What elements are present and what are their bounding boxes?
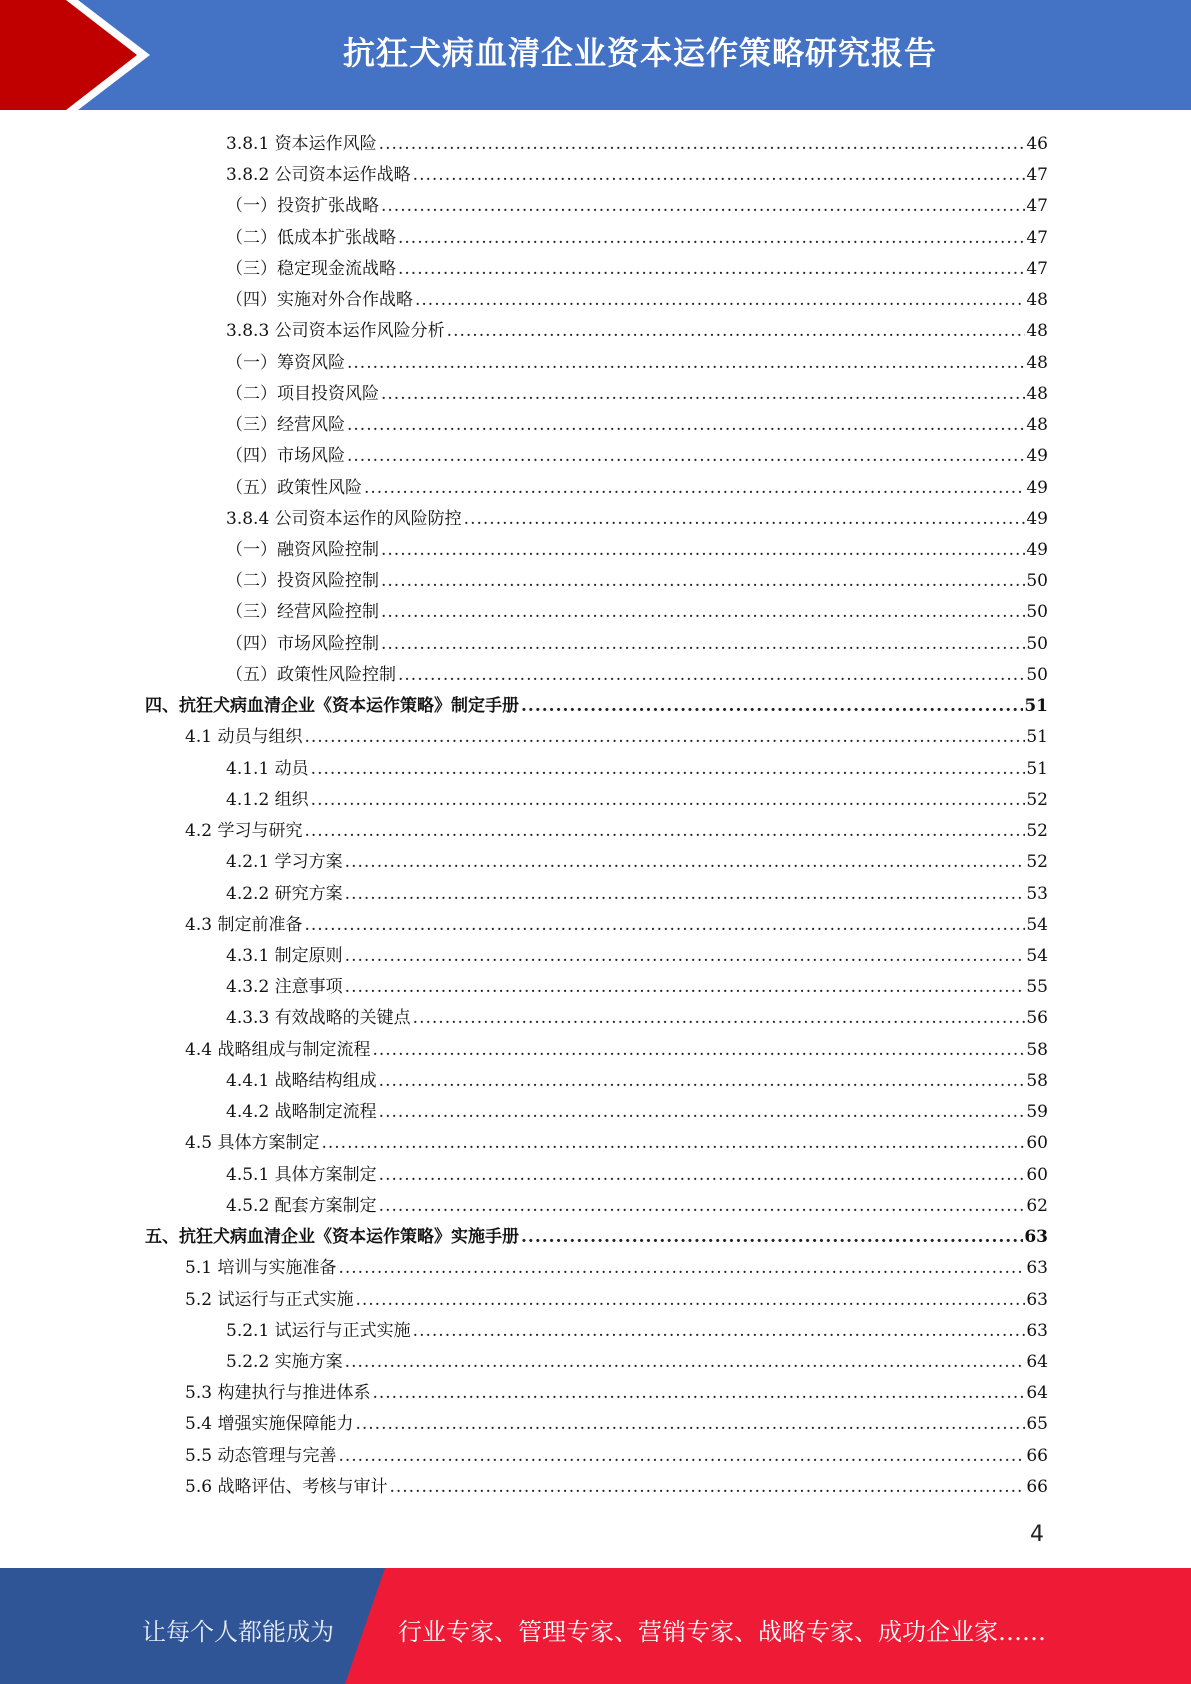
toc-entry-page: 64 [1026,1383,1048,1404]
toc-entry-page: 66 [1026,1476,1048,1497]
toc-entry[interactable] [226,1097,1048,1123]
toc-entry[interactable] [226,473,1048,499]
dot-leader [413,1321,1026,1341]
toc-entry-page: 58 [1026,1039,1048,1060]
dot-leader [413,1008,1026,1028]
toc-entry-page: 52 [1026,821,1048,842]
toc-entry-title: （四）市场风险 [226,446,345,467]
dot-leader [321,1133,1025,1153]
toc-entry-title: （四）实施对外合作战略 [226,290,413,311]
toc-entry-page: 49 [1026,539,1048,560]
dot-leader [304,821,1025,841]
dot-leader [381,634,1025,654]
toc-entry-title: 5.2.1 试运行与正式实施 [226,1320,411,1341]
toc-entry-page: 59 [1026,1102,1048,1123]
dot-leader [347,353,1025,373]
toc-entry-title: 4.4 战略组成与制定流程 [185,1039,371,1060]
toc-entry-page: 60 [1026,1164,1048,1185]
toc-entry-title: 4.3 制定前准备 [185,914,303,935]
toc-entry-page: 47 [1026,196,1048,217]
toc-entry-page: 48 [1026,383,1048,404]
dot-leader [304,915,1025,935]
toc-entry-page: 46 [1026,134,1048,154]
toc-entry[interactable] [226,597,1048,623]
dot-leader [379,1165,1026,1185]
dot-leader [311,759,1026,779]
toc-entry[interactable] [226,535,1048,561]
toc-entry[interactable] [226,441,1048,467]
toc-entry[interactable] [226,1191,1048,1217]
toc-entry[interactable] [185,910,1048,936]
toc-entry-page: 52 [1026,789,1048,810]
toc-entry-page: 55 [1026,977,1048,998]
red-chevron-decoration [0,0,160,110]
dot-leader [381,384,1025,404]
toc-entry-title: 5.2.2 实施方案 [226,1351,343,1372]
toc-entry[interactable] [226,1347,1048,1373]
toc-entry[interactable] [226,316,1048,342]
toc-entry-title: 5.3 构建执行与推进体系 [185,1383,371,1404]
toc-entry-title: （五）政策性风险控制 [226,664,396,685]
toc-entry-page: 49 [1026,508,1048,529]
toc-entry[interactable] [226,941,1048,967]
toc-entry[interactable] [226,223,1048,249]
page-footer [0,1568,1191,1684]
dot-leader [379,1071,1026,1091]
dot-leader [338,1258,1025,1278]
toc-entry[interactable] [226,379,1048,405]
dot-leader [381,571,1025,591]
toc-entry-page: 50 [1026,664,1048,685]
toc-entry[interactable] [226,1316,1048,1342]
dot-leader [398,665,1025,685]
toc-entry-title: （二）投资风险控制 [226,571,379,592]
toc-entry-page: 62 [1026,1195,1048,1216]
toc-entry-page: 56 [1026,1008,1048,1029]
toc-entry-page: 66 [1026,1445,1048,1466]
dot-leader [379,134,1026,154]
toc-entry-title: 5.2 试运行与正式实施 [185,1289,354,1310]
toc-entry[interactable] [226,410,1048,436]
toc-entry-title: 3.8.1 资本运作风险 [226,134,377,154]
toc-entry[interactable] [226,160,1048,186]
toc-entry-title: 4.2.1 学习方案 [226,852,343,873]
toc-entry-page: 51 [1026,727,1048,748]
toc-entry-page: 54 [1026,945,1048,966]
toc-entry[interactable] [185,1472,1048,1498]
toc-entry-page: 64 [1026,1351,1048,1372]
toc-entry-title: （一）投资扩张战略 [226,196,379,217]
toc-entry-title: （二）低成本扩张战略 [226,227,396,248]
dot-leader [398,228,1025,248]
toc-entry-page: 58 [1026,1070,1048,1091]
toc-entry-title: 4.2 学习与研究 [185,821,303,842]
dot-leader [347,446,1025,466]
toc-entry[interactable] [226,1066,1048,1092]
toc-entry-page: 49 [1026,477,1048,498]
toc-entry-title: 5.5 动态管理与完善 [185,1445,337,1466]
toc-entry[interactable] [226,972,1048,998]
toc-entry-title: 4.2.2 研究方案 [226,883,343,904]
toc-entry-page: 52 [1026,852,1048,873]
toc-entry-title: 4.3.1 制定原则 [226,945,343,966]
toc-entry[interactable] [226,191,1048,217]
dot-leader [381,540,1025,560]
dot-leader [389,1477,1025,1497]
toc-entry[interactable] [226,1003,1048,1029]
dot-leader [413,165,1026,185]
toc-entry-page: 47 [1026,258,1048,279]
toc-entry-title: 3.8.3 公司资本运作风险分析 [226,321,445,342]
dot-leader [345,852,1026,872]
toc-entry-title: 4.4.1 战略结构组成 [226,1070,377,1091]
toc-entry[interactable] [226,879,1048,905]
toc-entry-title: 4.1.2 组织 [226,789,309,810]
toc-entry[interactable] [185,1128,1048,1154]
toc-entry[interactable] [226,254,1048,280]
toc-entry-page: 63 [1026,1320,1048,1341]
toc-entry[interactable] [226,629,1048,655]
toc-entry-page: 47 [1026,227,1048,248]
toc-entry[interactable] [226,660,1048,686]
page-number: 4 [1030,1522,1044,1547]
toc-entry-title: 4.1.1 动员 [226,758,309,779]
toc-entry-title: 5.4 增强实施保障能力 [185,1414,354,1435]
toc-entry[interactable] [185,1253,1048,1279]
toc-entry-title: 5.1 培训与实施准备 [185,1258,337,1279]
toc-entry[interactable] [185,1285,1048,1311]
dot-leader [345,977,1026,997]
toc-entry-title: 四、抗狂犬病血清企业《资本运作策略》制定手册 [145,696,519,717]
toc-entry-title: 4.5 具体方案制定 [185,1133,320,1154]
toc-entry-page: 48 [1026,352,1048,373]
toc-entry-page: 48 [1026,290,1048,311]
toc-entry-page: 63 [1024,1227,1048,1248]
toc-entry-title: 4.3.3 有效战略的关键点 [226,1008,411,1029]
dot-leader [521,696,1023,716]
toc-entry[interactable] [226,129,1048,155]
toc-entry[interactable] [226,785,1048,811]
toc-entry-title: （三）稳定现金流战略 [226,258,396,279]
toc-entry-title: （三）经营风险 [226,415,345,436]
toc-entry-title: 3.8.4 公司资本运作的风险防控 [226,508,462,529]
toc-entry[interactable] [185,1441,1048,1467]
dot-leader [364,478,1025,498]
toc-entry-title: 4.3.2 注意事项 [226,977,343,998]
dot-leader [381,196,1025,216]
toc-entry[interactable] [185,722,1048,748]
dot-leader [398,259,1025,279]
toc-entry-page: 48 [1026,415,1048,436]
toc-entry-title: 五、抗狂犬病血清企业《资本运作策略》实施手册 [145,1227,519,1248]
toc-entry-page: 53 [1026,883,1048,904]
toc-entry[interactable] [145,1222,1048,1248]
slogan-right: 行业专家、管理专家、营销专家、战略专家、成功企业家…… [398,1618,1046,1646]
dot-leader [379,1196,1026,1216]
slogan-left: 让每个人都能成为 [142,1618,334,1646]
dot-leader [338,1446,1025,1466]
toc-entry-title: （一）筹资风险 [226,352,345,373]
toc-entry-page: 50 [1026,571,1048,592]
toc-entry-page: 47 [1026,165,1048,186]
dot-leader [355,1414,1025,1434]
dot-leader [311,790,1026,810]
dot-leader [372,1040,1025,1060]
dot-leader [381,602,1025,622]
toc-entry-page: 51 [1026,758,1048,779]
toc-entry-title: 3.8.2 公司资本运作战略 [226,165,411,186]
dot-leader [355,1290,1025,1310]
toc-entry[interactable] [226,348,1048,374]
toc-entry-page: 60 [1026,1133,1048,1154]
toc-entry-title: （二）项目投资风险 [226,383,379,404]
dot-leader [379,1102,1026,1122]
toc-entry-title: 4.1 动员与组织 [185,727,303,748]
toc-entry[interactable] [185,1378,1048,1404]
toc-entry-title: （一）融资风险控制 [226,539,379,560]
dot-leader [521,1227,1023,1247]
toc-entry[interactable] [226,1160,1048,1186]
dot-leader [345,884,1026,904]
toc-entry-title: 5.6 战略评估、考核与审计 [185,1476,388,1497]
toc-entry[interactable] [226,847,1048,873]
toc-entry-title: （四）市场风险控制 [226,633,379,654]
toc-entry[interactable] [145,691,1048,717]
dot-leader [347,415,1025,435]
toc-entry-title: 4.5.1 具体方案制定 [226,1164,377,1185]
toc-entry-title: （五）政策性风险 [226,477,362,498]
toc-entry-title: （三）经营风险控制 [226,602,379,623]
toc-entry-page: 51 [1024,696,1048,717]
toc-entry-page: 63 [1026,1258,1048,1279]
toc-entry-page: 54 [1026,914,1048,935]
toc-entry-title: 4.5.2 配套方案制定 [226,1195,377,1216]
document-title: 抗狂犬病血清企业资本运作策略研究报告 [342,34,937,72]
toc-entry-title: 4.4.2 战略制定流程 [226,1102,377,1123]
toc-entry[interactable] [185,816,1048,842]
toc-entry[interactable] [226,566,1048,592]
toc-entry[interactable] [226,504,1048,530]
toc-entry-page: 63 [1026,1289,1048,1310]
dot-leader [464,509,1026,529]
dot-leader [372,1383,1025,1403]
dot-leader [345,946,1026,966]
toc-entry[interactable] [185,1035,1048,1061]
toc-entry-page: 50 [1026,633,1048,654]
page-header [0,0,1191,110]
toc-entry[interactable] [185,1409,1048,1435]
dot-leader [415,290,1025,310]
dot-leader [447,321,1026,341]
toc-entry-page: 49 [1026,446,1048,467]
toc-entry-page: 50 [1026,602,1048,623]
toc-entry-page: 65 [1026,1414,1048,1435]
toc-entry[interactable] [226,754,1048,780]
toc-entry[interactable] [226,285,1048,311]
dot-leader [304,727,1025,747]
toc-entry-page: 48 [1026,321,1048,342]
dot-leader [345,1352,1026,1372]
